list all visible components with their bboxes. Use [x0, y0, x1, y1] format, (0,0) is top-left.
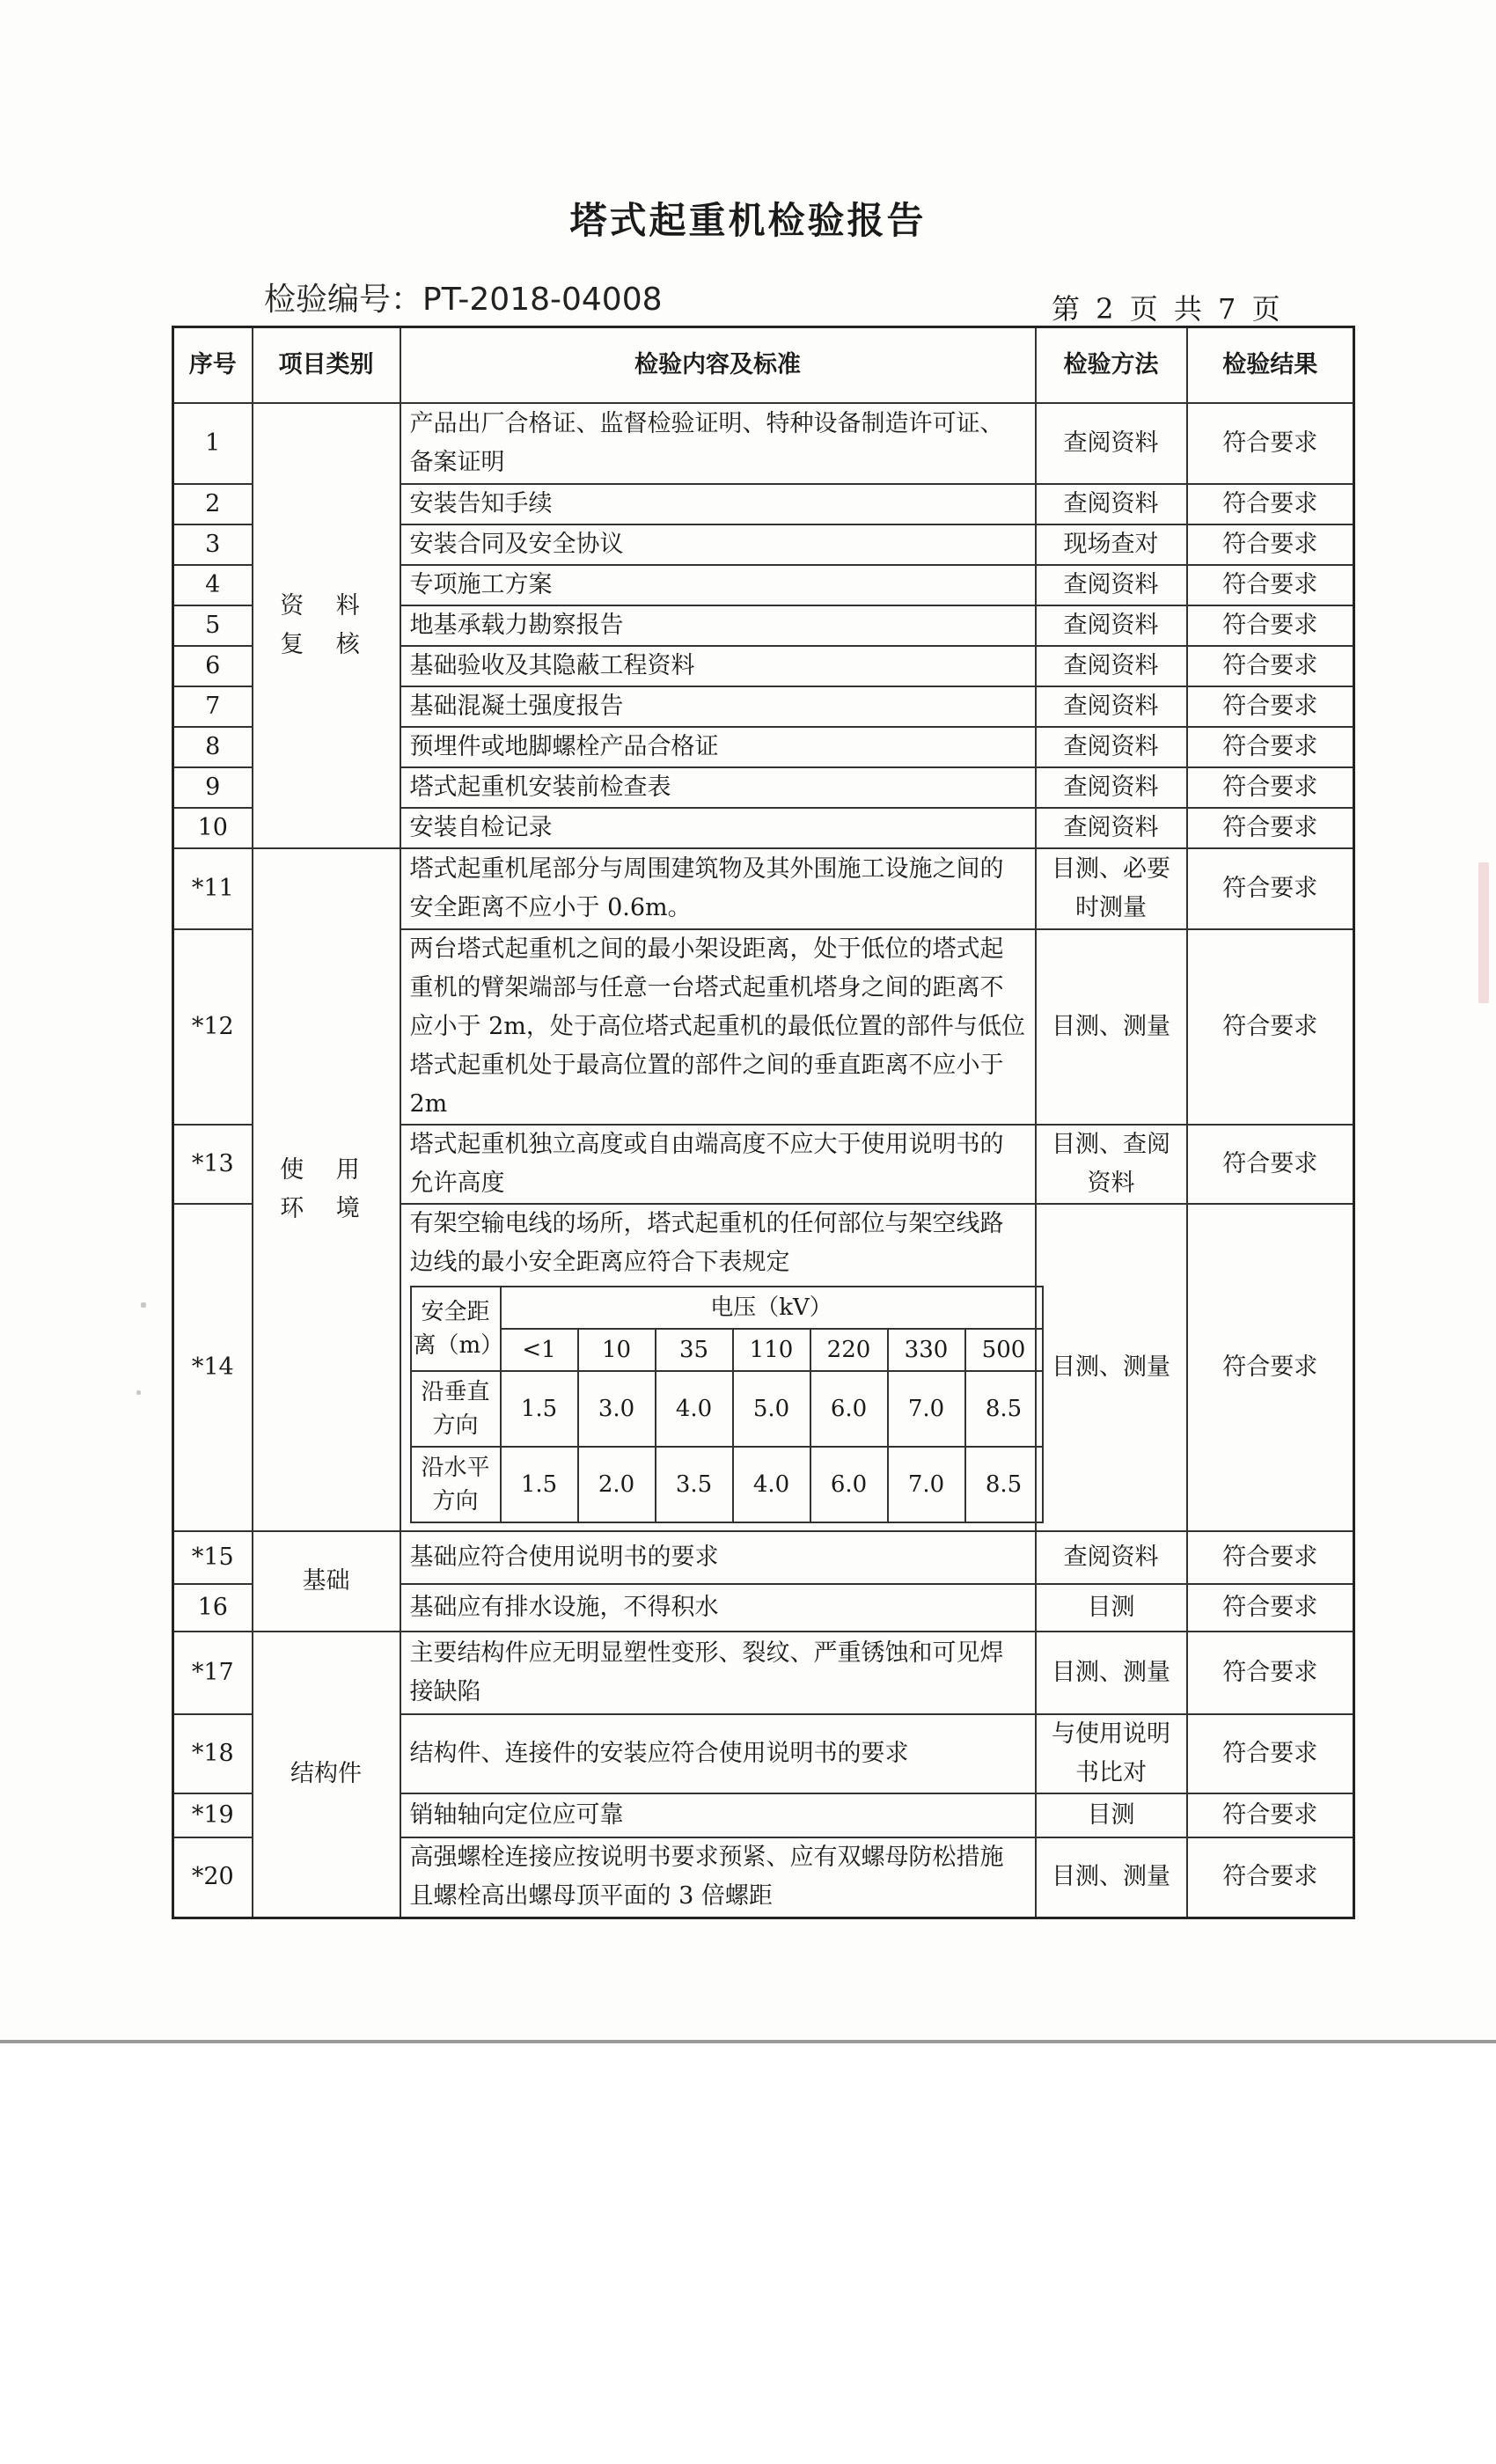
report-number: 检验编号：PT-2018-04008: [264, 282, 663, 318]
voltage-table-corner: 安全距离（m）: [411, 1287, 501, 1371]
scan-edge-stain: [1478, 862, 1489, 1003]
header-method: 检验方法: [1036, 327, 1187, 403]
row-content: 两台塔式起重机之间的最小架设距离，处于低位的塔式起重机的臂架端部与任意一台塔式起重机塔身之间的距离不应小于 2m，处于高位塔式起重机的最低位置的部件与低位塔式起重机处于最高位置的部件之间的垂直距离不应小于 2m: [400, 929, 1036, 1125]
row-method: 目测: [1036, 1793, 1187, 1837]
row-content: 预埋件或地脚螺栓产品合格证: [400, 727, 1036, 767]
row-content: 销轴轴向定位应可靠: [400, 1793, 1036, 1837]
row-result: 符合要求: [1187, 686, 1354, 727]
row-result: 符合要求: [1187, 646, 1354, 686]
row-result: 符合要求: [1187, 484, 1354, 524]
row-content: 安装告知手续: [400, 484, 1036, 524]
row-content: 塔式起重机独立高度或自由端高度不应大于使用说明书的允许高度: [400, 1125, 1036, 1204]
row-result: 符合要求: [1187, 1632, 1354, 1714]
voltage-cell: 330: [888, 1329, 965, 1371]
row-method: 目测、测量: [1036, 929, 1187, 1125]
row-method: 与使用说明书比对: [1036, 1714, 1187, 1793]
table-row: [173, 1632, 1354, 1714]
horizontal-distance-cell: 8.5: [965, 1447, 1043, 1522]
header-category: 项目类别: [253, 327, 400, 403]
row-result: 符合要求: [1187, 1837, 1354, 1918]
category-usage-environment: [253, 848, 400, 1531]
row-number: *17: [173, 1632, 253, 1714]
row-result: 符合要求: [1187, 848, 1354, 929]
row-content: 高强螺栓连接应按说明书要求预紧、应有双螺母防松措施且螺栓高出螺母顶平面的 3 倍螺距: [400, 1837, 1036, 1918]
category-structural-parts: 结构件: [253, 1632, 400, 1918]
row-content: 塔式起重机尾部分与周围建筑物及其外围施工设施之间的安全距离不应小于 0.6m。: [400, 848, 1036, 929]
row-method: 查阅资料: [1036, 808, 1187, 848]
row-number: 1: [173, 403, 253, 484]
row-number: 3: [173, 524, 253, 565]
row-number: 4: [173, 565, 253, 605]
vertical-distance-cell: 6.0: [810, 1371, 888, 1447]
row-result: 符合要求: [1187, 808, 1354, 848]
category-label: 使 用: [280, 1155, 372, 1184]
header-result: 检验结果: [1187, 327, 1354, 403]
row-method: 目测、必要时测量: [1036, 848, 1187, 929]
row-number: *15: [173, 1531, 253, 1584]
voltage-header: 电压（kV）: [501, 1287, 1043, 1329]
row-method: 查阅资料: [1036, 605, 1187, 646]
page-title: 塔式起重机检验报告: [569, 199, 927, 242]
row-result: 符合要求: [1187, 1714, 1354, 1793]
row-result: 符合要求: [1187, 727, 1354, 767]
vertical-distance-cell: 8.5: [965, 1371, 1043, 1447]
row-number: *12: [173, 929, 253, 1125]
row-result: 符合要求: [1187, 929, 1354, 1125]
vertical-distance-cell: 3.0: [578, 1371, 656, 1447]
category-label: 资 料: [280, 591, 372, 620]
row-content: 基础混凝土强度报告: [400, 686, 1036, 727]
row-result: 符合要求: [1187, 1531, 1354, 1584]
row-number: *11: [173, 848, 253, 929]
row-content: 产品出厂合格证、监督检验证明、特种设备制造许可证、备案证明: [400, 403, 1036, 484]
row-number: 2: [173, 484, 253, 524]
horizontal-distance-cell: 3.5: [656, 1447, 733, 1522]
header-seq: 序号: [173, 327, 253, 403]
table-row: [173, 848, 1354, 929]
row-result: 符合要求: [1187, 767, 1354, 808]
scan-speck: [136, 1390, 141, 1395]
horizontal-distance-cell: 6.0: [810, 1447, 888, 1522]
horizontal-distance-cell: 7.0: [888, 1447, 965, 1522]
row-content: 结构件、连接件的安装应符合使用说明书的要求: [400, 1714, 1036, 1793]
row-number: 16: [173, 1584, 253, 1632]
table-row: [173, 1531, 1354, 1584]
horizontal-distance-cell: 1.5: [501, 1447, 578, 1522]
category-materials-review: [253, 403, 400, 848]
row-method: 目测、测量: [1036, 1837, 1187, 1918]
horizontal-distance-cell: 2.0: [578, 1447, 656, 1522]
table-header-row: [173, 327, 1354, 403]
inspection-table: [172, 326, 1355, 1919]
row-content: 地基承载力勘察报告: [400, 605, 1036, 646]
row-content: 塔式起重机安装前检查表: [400, 767, 1036, 808]
row-result: 符合要求: [1187, 565, 1354, 605]
row-number: *14: [173, 1204, 253, 1531]
row-method: 查阅资料: [1036, 686, 1187, 727]
row-number: 5: [173, 605, 253, 646]
voltage-cell: <1: [501, 1329, 578, 1371]
voltage-cell: 35: [656, 1329, 733, 1371]
row-number: 9: [173, 767, 253, 808]
voltage-cell: 10: [578, 1329, 656, 1371]
row-number: 10: [173, 808, 253, 848]
header-content: 检验内容及标准: [400, 327, 1036, 403]
horizontal-distance-cell: 4.0: [733, 1447, 810, 1522]
row-number: *13: [173, 1125, 253, 1204]
table-row: [173, 403, 1354, 484]
row-number: *20: [173, 1837, 253, 1918]
scan-speck: [141, 1302, 146, 1308]
row-method: 目测、测量: [1036, 1632, 1187, 1714]
page-number: 第 2 页 共 7 页: [1052, 292, 1284, 326]
row-result: 符合要求: [1187, 1204, 1354, 1531]
scan-bottom-edge: [0, 2040, 1496, 2043]
row-result: 符合要求: [1187, 1125, 1354, 1204]
category-label: 复 核: [280, 630, 372, 658]
row-result: 符合要求: [1187, 524, 1354, 565]
row-result: 符合要求: [1187, 1793, 1354, 1837]
row-result: 符合要求: [1187, 403, 1354, 484]
vertical-distance-cell: 5.0: [733, 1371, 810, 1447]
row-result: 符合要求: [1187, 605, 1354, 646]
row-method: 查阅资料: [1036, 565, 1187, 605]
row-result: 符合要求: [1187, 1584, 1354, 1632]
row-number: 7: [173, 686, 253, 727]
row-method: 目测、测量: [1036, 1204, 1187, 1531]
row-content-text: 有架空输电线的场所，塔式起重机的任何部位与架空线路边线的最小安全距离应符合下表规定: [409, 1209, 1004, 1276]
row-number: *19: [173, 1793, 253, 1837]
row-method: 目测: [1036, 1584, 1187, 1632]
voltage-cell: 500: [965, 1329, 1043, 1371]
row-method: 查阅资料: [1036, 484, 1187, 524]
row-content: 基础应有排水设施，不得积水: [400, 1584, 1036, 1632]
row-number: 6: [173, 646, 253, 686]
vertical-label: 沿垂直方向: [411, 1371, 501, 1447]
row-number: 8: [173, 727, 253, 767]
row-method: 查阅资料: [1036, 727, 1187, 767]
row-content: [400, 1204, 1036, 1531]
horizontal-label: 沿水平方向: [411, 1447, 501, 1522]
category-foundation: 基础: [253, 1531, 400, 1632]
row-content: 主要结构件应无明显塑性变形、裂纹、严重锈蚀和可见焊接缺陷: [400, 1632, 1036, 1714]
row-method: 目测、查阅资料: [1036, 1125, 1187, 1204]
row-content: 专项施工方案: [400, 565, 1036, 605]
category-label: 环 境: [280, 1194, 372, 1222]
row-method: 查阅资料: [1036, 767, 1187, 808]
voltage-cell: 220: [810, 1329, 888, 1371]
row-method: 现场查对: [1036, 524, 1187, 565]
vertical-distance-cell: 7.0: [888, 1371, 965, 1447]
vertical-distance-cell: 1.5: [501, 1371, 578, 1447]
row-method: 查阅资料: [1036, 1531, 1187, 1584]
row-content: 安装自检记录: [400, 808, 1036, 848]
row-content: 安装合同及安全协议: [400, 524, 1036, 565]
row-method: 查阅资料: [1036, 646, 1187, 686]
row-content: 基础应符合使用说明书的要求: [400, 1531, 1036, 1584]
voltage-cell: 110: [733, 1329, 810, 1371]
row-method: 查阅资料: [1036, 403, 1187, 484]
row-number: *18: [173, 1714, 253, 1793]
voltage-distance-table: [410, 1286, 1044, 1523]
row-content: 基础验收及其隐蔽工程资料: [400, 646, 1036, 686]
vertical-distance-cell: 4.0: [656, 1371, 733, 1447]
